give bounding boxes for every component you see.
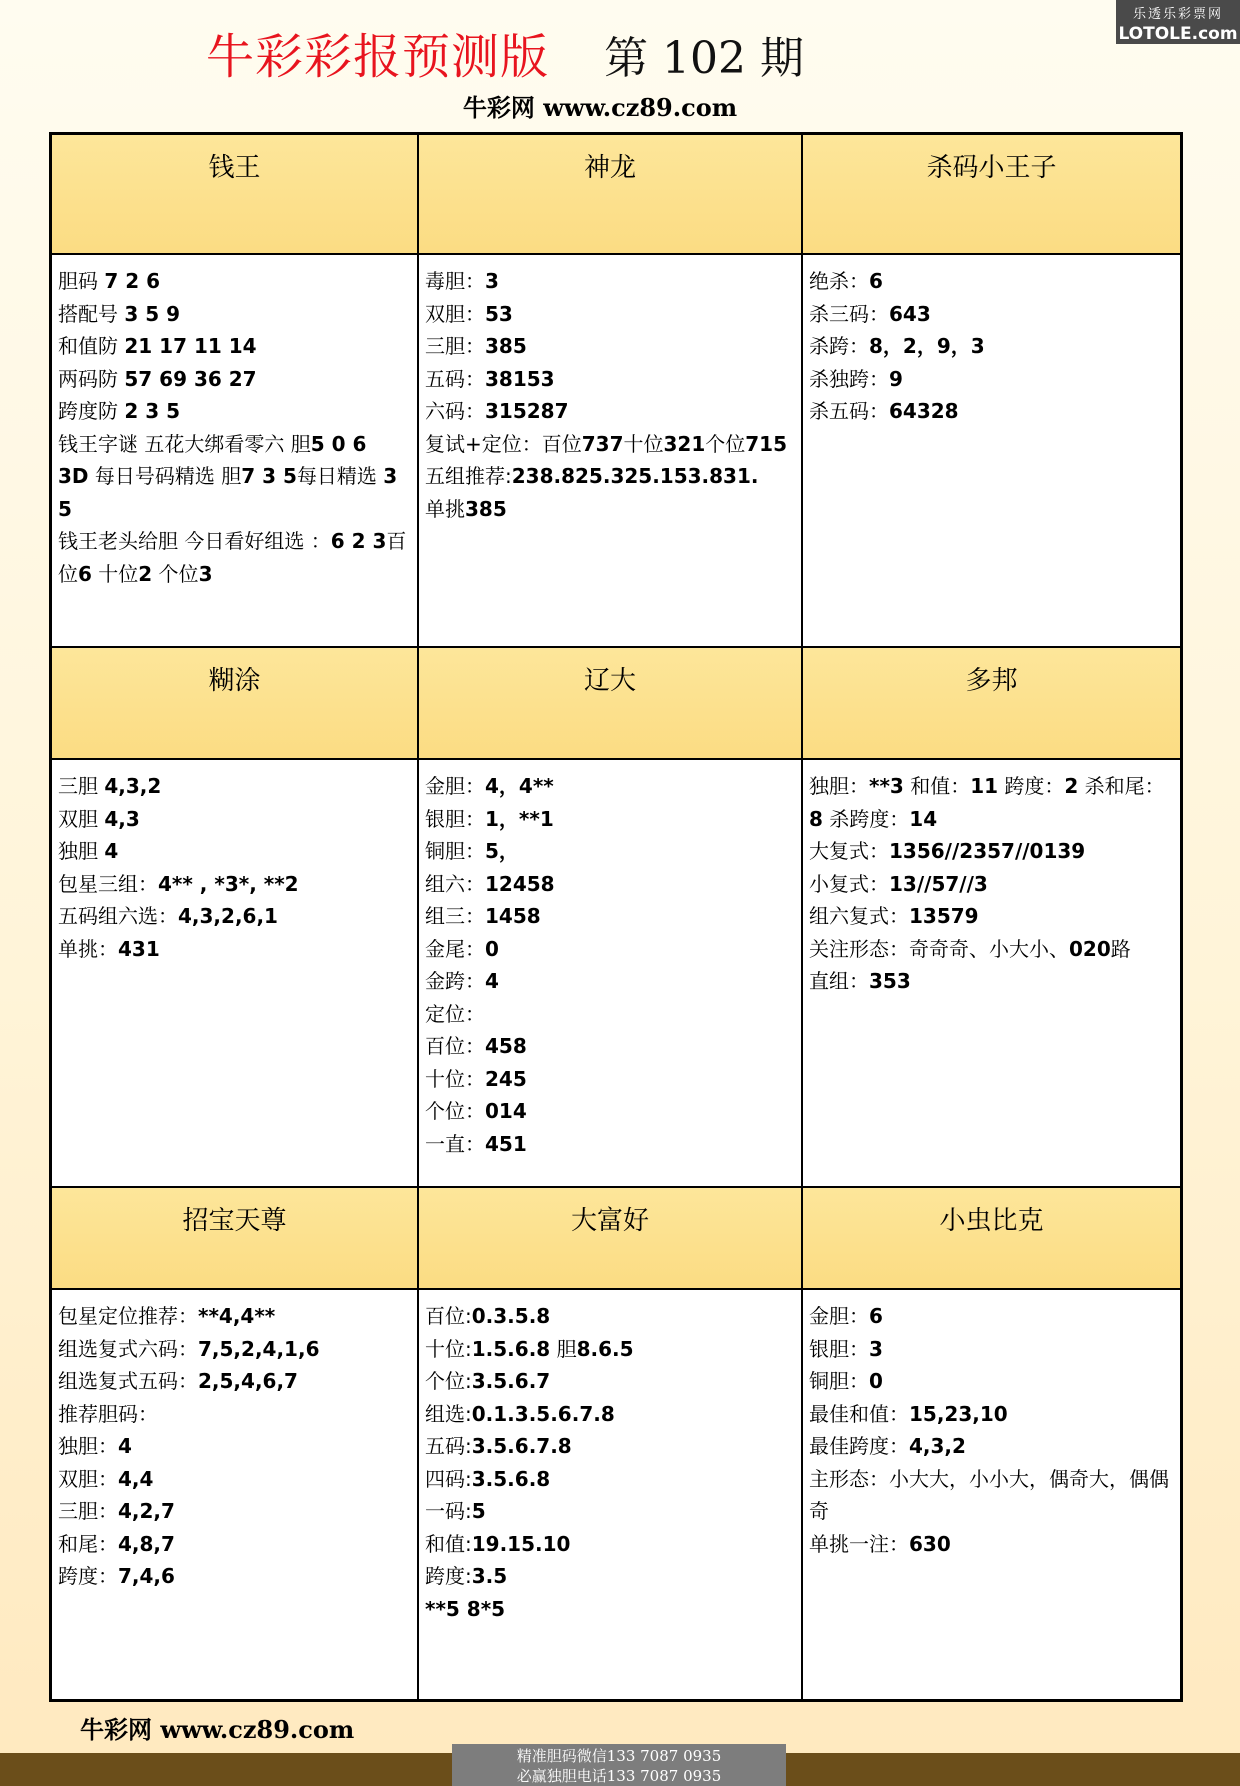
panel-line xyxy=(809,363,1174,396)
line-label: 和值: xyxy=(425,1531,472,1556)
watermark-line1: 乐透乐彩票网 xyxy=(1132,7,1223,22)
line-label: 关注形态：奇奇奇、小大小、 xyxy=(809,936,1069,961)
line-label: 和值： xyxy=(903,774,971,798)
line-value: 53 xyxy=(485,301,513,326)
panel-line xyxy=(809,265,1174,298)
line-value: **3 xyxy=(869,774,904,798)
panel-line xyxy=(58,525,411,590)
panel-line xyxy=(58,428,411,461)
panel-line xyxy=(425,868,795,901)
panel-line xyxy=(809,965,1174,998)
line-value: 7,4,6 xyxy=(118,1564,175,1588)
line-label: 和尾： xyxy=(58,1531,118,1556)
line-value: 3 xyxy=(869,1336,883,1361)
line-value: 4 xyxy=(485,969,499,993)
panel-line xyxy=(425,460,795,493)
line-value: 14 xyxy=(909,806,938,831)
line-label: 杀独跨： xyxy=(809,366,889,391)
line-value: 4,8,7 xyxy=(118,1531,175,1556)
line-label: 杀和尾： xyxy=(1078,774,1165,798)
line-label: 组六： xyxy=(425,871,485,896)
line-label: 杀五码： xyxy=(809,399,889,423)
line-label: 杀三码： xyxy=(809,301,889,326)
line-label: 杀跨度： xyxy=(822,806,910,831)
line-label: 跨度: xyxy=(425,1564,472,1588)
panel-line xyxy=(809,1430,1174,1463)
line-value: 2,5,4,6,7 xyxy=(198,1369,298,1393)
line-label: 组选复式五码： xyxy=(58,1369,198,1393)
panel-line xyxy=(58,265,411,298)
line-value: 1458 xyxy=(485,904,541,928)
line-label: 一直： xyxy=(425,1131,485,1156)
line-label: 组选复式六码： xyxy=(58,1336,198,1361)
line-value: 458 xyxy=(485,1034,527,1058)
panel-line xyxy=(425,900,795,933)
line-value: 12458 xyxy=(485,871,555,896)
panel-head-hutu: 糊涂 xyxy=(52,648,419,760)
line-label: 十位 xyxy=(623,431,664,456)
line-label: 银胆： xyxy=(809,1336,869,1361)
panel-body-dafuhao xyxy=(419,1290,803,1699)
panel-line xyxy=(809,1365,1174,1398)
panel-line xyxy=(425,835,795,868)
line-label: 包星三组： xyxy=(58,871,158,896)
panel-body-duobang xyxy=(803,760,1180,1188)
panel-line xyxy=(58,298,411,331)
line-label: 胆 xyxy=(550,1336,577,1361)
line-value: 19.15.10 xyxy=(471,1531,571,1556)
panel-line xyxy=(425,1593,795,1626)
line-value: 014 xyxy=(485,1099,527,1123)
line-value: 7,5,2,4,1,6 xyxy=(198,1336,320,1361)
line-label: 金胆： xyxy=(425,774,485,798)
line-label: 最佳和值： xyxy=(809,1401,909,1426)
panel-line xyxy=(809,770,1174,835)
line-value: 3.5 xyxy=(471,1564,508,1588)
panel-line xyxy=(58,868,411,901)
line-label: 钱王老头给胆 今日看好组选 ： xyxy=(58,529,331,553)
line-label: 银胆： xyxy=(425,806,485,831)
panel-line xyxy=(809,933,1174,966)
panel-line xyxy=(809,1463,1174,1528)
panel-line xyxy=(425,1365,795,1398)
line-value: 321 xyxy=(663,431,706,456)
line-value: 64328 xyxy=(889,399,959,423)
panel-line xyxy=(58,1528,411,1561)
watermark-badge xyxy=(1116,0,1240,44)
panel-line xyxy=(58,1365,411,1398)
line-value: 020 xyxy=(1069,936,1111,961)
line-label: 单挑 xyxy=(425,496,465,521)
line-value: 38153 xyxy=(485,366,555,391)
panel-line xyxy=(58,900,411,933)
panel-line xyxy=(58,363,411,396)
line-label: 包星定位推荐： xyxy=(58,1304,198,1328)
panel-head-liaoda: 辽大 xyxy=(419,648,803,760)
line-label: 个位: xyxy=(425,1369,472,1393)
line-value: 57 69 36 27 xyxy=(124,366,257,391)
line-label: 独胆： xyxy=(58,1434,118,1458)
issue-number: 第 102 期 xyxy=(604,33,805,84)
line-value: 13579 xyxy=(909,904,979,928)
panel-line xyxy=(425,395,795,428)
panel-line xyxy=(58,770,411,803)
line-label: 跨度： xyxy=(998,774,1065,798)
line-label: 组三： xyxy=(425,904,485,928)
line-label: 钱王字谜 五花大绑看零六 胆 xyxy=(58,431,311,456)
line-label: 跨度： xyxy=(58,1564,118,1588)
line-label: 推荐胆码： xyxy=(58,1401,158,1426)
panel-line xyxy=(809,1398,1174,1431)
header-site-link[interactable]: 牛彩网 www.cz89.com xyxy=(462,93,738,122)
line-value: 0 xyxy=(869,1369,883,1393)
line-value: 4,3 xyxy=(104,806,140,831)
line-label: 小复式： xyxy=(809,871,889,896)
panel-line xyxy=(425,1030,795,1063)
line-label: 三胆 xyxy=(58,774,105,798)
line-label: 单挑一注： xyxy=(809,1531,909,1556)
panel-line xyxy=(425,998,795,1031)
line-value: 3D xyxy=(58,464,89,488)
panel-line xyxy=(425,1463,795,1496)
line-value: 4 xyxy=(104,839,119,863)
panel-line xyxy=(58,1560,411,1593)
line-value: 643 xyxy=(889,301,931,326)
line-value: 315287 xyxy=(485,399,569,423)
line-label: 五码组六选： xyxy=(58,904,178,928)
line-label: 个位 xyxy=(705,431,746,456)
line-label: 十位： xyxy=(425,1066,485,1091)
line-label: 六码： xyxy=(425,399,485,423)
line-label: 个位 xyxy=(152,561,199,586)
contact-box xyxy=(452,1744,786,1786)
line-value: 6 2 3 xyxy=(330,529,387,553)
panel-line xyxy=(809,1300,1174,1333)
panel-line xyxy=(58,803,411,836)
panel-line xyxy=(425,265,795,298)
line-label: 五码: xyxy=(425,1434,472,1458)
panel-head-xiaochong: 小虫比克 xyxy=(803,1188,1180,1290)
page-title: 牛彩彩报预测版 xyxy=(205,29,549,85)
line-value: 6 xyxy=(78,561,92,586)
line-value: 3.5.6.7.8 xyxy=(471,1434,572,1458)
panel-line xyxy=(425,1430,795,1463)
line-value: 7 3 5 xyxy=(241,464,297,488)
panel-line xyxy=(809,868,1174,901)
panel-line xyxy=(425,493,795,526)
line-value: 2 xyxy=(1064,774,1079,798)
line-label: 每日精选 xyxy=(296,464,384,488)
line-value: 4,2,7 xyxy=(118,1499,175,1523)
line-value: 1，**1 xyxy=(485,806,554,831)
panel-line xyxy=(809,1528,1174,1561)
line-value: 5， xyxy=(485,839,519,863)
panel-line xyxy=(425,298,795,331)
panel-line xyxy=(58,1495,411,1528)
line-label: 金跨： xyxy=(425,969,485,993)
line-label: 铜胆： xyxy=(809,1369,869,1393)
panel-line xyxy=(58,1333,411,1366)
panel-line xyxy=(809,900,1174,933)
panel-line xyxy=(425,933,795,966)
line-label: 金尾： xyxy=(425,936,485,961)
panel-line xyxy=(425,965,795,998)
line-label: 最佳跨度： xyxy=(809,1434,909,1458)
line-label: 金胆： xyxy=(809,1304,869,1328)
contact-wechat: 精准胆码微信133 7087 0935 xyxy=(516,1747,722,1765)
line-value: 1.5.6.8 xyxy=(471,1336,551,1361)
panel-body-hutu xyxy=(52,760,419,1188)
line-label: 十位: xyxy=(425,1336,472,1361)
page-header xyxy=(0,18,1010,87)
line-value: 3.5.6.8 xyxy=(471,1466,551,1491)
line-value: 5 0 6 xyxy=(310,431,367,456)
line-label: 搭配号 xyxy=(58,301,125,326)
line-value: 3 xyxy=(198,561,213,586)
line-value: 4,3,2 xyxy=(909,1434,966,1458)
line-value: 7 2 6 xyxy=(104,269,161,293)
line-label: 跨度防 xyxy=(58,399,125,423)
panel-head-shama: 杀码小王子 xyxy=(803,135,1180,255)
line-label: 双胆： xyxy=(58,1466,118,1491)
line-label: 主形态：小大大，小小大，偶奇大，偶偶奇 xyxy=(809,1466,1169,1523)
line-label: 毒胆： xyxy=(425,269,485,293)
line-value: 3 5 xyxy=(58,464,405,521)
line-value: 8 xyxy=(809,806,823,831)
line-label: 大复式： xyxy=(809,839,889,863)
line-value: 6 xyxy=(869,269,883,293)
line-value: 6 xyxy=(869,1304,883,1328)
line-label: 复试+定位：百位 xyxy=(425,431,582,456)
line-label: 胆码 xyxy=(58,269,105,293)
line-label: 五组推荐: xyxy=(425,464,512,488)
line-label: 直组： xyxy=(809,969,869,993)
line-value: 2 3 5 xyxy=(124,399,181,423)
panel-line xyxy=(425,363,795,396)
line-label: 独胆： xyxy=(809,774,869,798)
line-value: 385 xyxy=(465,496,507,521)
panel-head-qianwang: 钱王 xyxy=(52,135,419,255)
panel-line xyxy=(58,460,411,525)
panel-line xyxy=(425,1128,795,1161)
line-label: 和值防 xyxy=(58,334,125,358)
panel-body-xiaochong xyxy=(803,1290,1180,1699)
line-value: 21 17 11 14 xyxy=(124,334,257,358)
line-value: 4,4 xyxy=(118,1466,154,1491)
panel-body-liaoda xyxy=(419,760,803,1188)
line-value: 245 xyxy=(485,1066,527,1091)
line-label: 单挑： xyxy=(58,936,118,961)
panel-head-shenlong: 神龙 xyxy=(419,135,803,255)
line-label: 杀跨： xyxy=(809,334,869,358)
line-value: 0.1.3.5.6.7.8 xyxy=(471,1401,615,1426)
panel-line xyxy=(809,1333,1174,1366)
line-label: 百位： xyxy=(425,1034,485,1058)
line-label: 双胆： xyxy=(425,301,485,326)
line-value: **5 8*5 xyxy=(425,1596,506,1621)
line-value: 385 xyxy=(485,334,527,358)
line-value: 8.6.5 xyxy=(576,1336,634,1361)
line-label: 路 xyxy=(1110,936,1131,961)
panel-line xyxy=(425,770,795,803)
panel-line xyxy=(425,1528,795,1561)
panel-line xyxy=(425,1333,795,1366)
line-label: 一码: xyxy=(425,1499,472,1523)
line-label: 每日号码精选 胆 xyxy=(88,464,242,488)
panel-line xyxy=(58,1398,411,1431)
line-value: 9 xyxy=(889,366,903,391)
panel-line xyxy=(58,395,411,428)
panel-line xyxy=(425,1063,795,1096)
panel-head-zhaobao: 招宝天尊 xyxy=(52,1188,419,1290)
line-value: 431 xyxy=(118,936,160,961)
panel-line xyxy=(425,1560,795,1593)
line-value: 8，2，9，3 xyxy=(869,334,985,358)
line-value: 4,3,2 xyxy=(104,774,162,798)
line-label: 组选: xyxy=(425,1401,472,1426)
line-label: 两码防 xyxy=(58,366,125,391)
watermark-line2: LOTOLE.com xyxy=(1118,24,1238,44)
line-label: 独胆 xyxy=(58,839,105,863)
panel-line xyxy=(425,1398,795,1431)
panel-line xyxy=(425,1300,795,1333)
line-value: 715 xyxy=(745,431,788,456)
line-label: 铜胆： xyxy=(425,839,485,863)
line-value: 630 xyxy=(909,1531,951,1556)
line-label: 三胆： xyxy=(425,334,485,358)
line-label: 个位： xyxy=(425,1099,485,1123)
panel-body-qianwang xyxy=(52,255,419,648)
panel-line xyxy=(425,1095,795,1128)
panel-body-zhaobao xyxy=(52,1290,419,1699)
panel-line xyxy=(809,395,1174,428)
panel-body-shenlong xyxy=(419,255,803,648)
panel-line xyxy=(425,803,795,836)
panel-line xyxy=(425,428,795,461)
line-value: 3.5.6.7 xyxy=(471,1369,551,1393)
line-value: 4，4** xyxy=(485,774,554,798)
panel-head-dafuhao: 大富好 xyxy=(419,1188,803,1290)
line-value: 4 xyxy=(118,1434,132,1458)
panel-body-shama xyxy=(803,255,1180,648)
prediction-grid xyxy=(49,132,1183,1702)
panel-line xyxy=(58,1463,411,1496)
line-label: 双胆 xyxy=(58,806,105,831)
line-value: 4,3,2,6,1 xyxy=(178,904,278,928)
line-label: 百位: xyxy=(425,1304,472,1328)
line-value: 2 xyxy=(138,561,153,586)
line-value: 11 xyxy=(970,774,999,798)
line-value: 353 xyxy=(869,969,911,993)
line-label: 组六复式： xyxy=(809,904,909,928)
line-value: 238.825.325.153.831. xyxy=(511,464,759,488)
panel-line xyxy=(58,1430,411,1463)
line-value: 3 xyxy=(485,269,499,293)
line-value: 3 5 9 xyxy=(124,301,181,326)
line-label: 四码: xyxy=(425,1466,472,1491)
line-label: 定位： xyxy=(425,1001,485,1026)
line-label: 十位 xyxy=(91,561,139,586)
line-value: 1356//2357//0139 xyxy=(889,839,1086,863)
line-value: 451 xyxy=(485,1131,527,1156)
panel-line xyxy=(425,330,795,363)
line-value: 15,23,10 xyxy=(909,1401,1008,1426)
line-value: 4** , *3*, **2 xyxy=(158,871,299,896)
line-label: 五码： xyxy=(425,366,485,391)
line-value: 737 xyxy=(581,431,624,456)
contact-phone: 必赢独胆电话133 7087 0935 xyxy=(516,1767,722,1785)
line-value: 5 xyxy=(471,1499,486,1523)
panel-line xyxy=(58,933,411,966)
panel-line xyxy=(809,330,1174,363)
footer-site-link[interactable]: 牛彩网 www.cz89.com xyxy=(80,1715,355,1744)
panel-line xyxy=(809,835,1174,868)
line-label: 三胆： xyxy=(58,1499,118,1523)
line-value: 0 xyxy=(485,936,499,961)
panel-head-duobang: 多邦 xyxy=(803,648,1180,760)
line-value: **4,4** xyxy=(198,1304,276,1328)
panel-line xyxy=(58,835,411,868)
panel-line xyxy=(809,298,1174,331)
panel-line xyxy=(58,330,411,363)
line-value: 13//57//3 xyxy=(889,871,988,896)
line-label: 绝杀： xyxy=(809,269,869,293)
line-label: 百位 xyxy=(58,529,407,586)
panel-line xyxy=(425,1495,795,1528)
panel-line xyxy=(58,1300,411,1333)
line-value: 0.3.5.8 xyxy=(471,1304,551,1328)
